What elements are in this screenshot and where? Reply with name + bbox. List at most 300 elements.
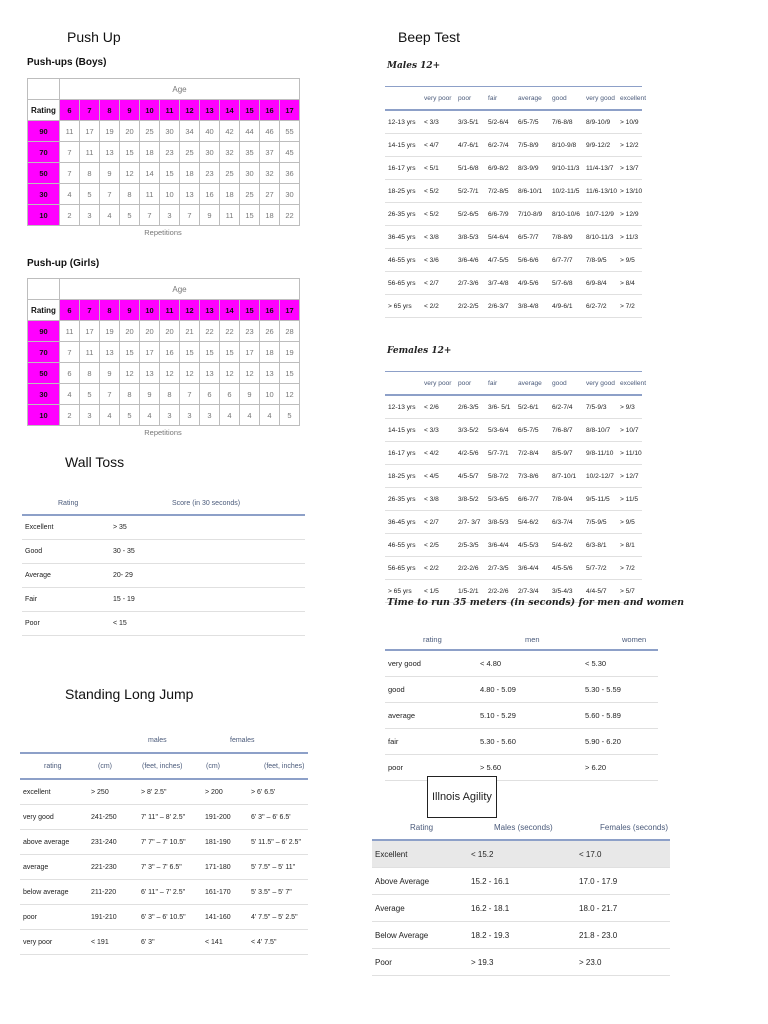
beep-cell: > 65 yrs (385, 580, 421, 603)
rating-label: Rating (28, 300, 60, 321)
beep-cell: 2/2-2/6 (455, 557, 485, 580)
table-row (20, 779, 308, 805)
age-cell: 17 (280, 100, 300, 121)
beep-cell: 6/5-7/7 (515, 226, 549, 249)
beep-cell: < 1/5 (421, 580, 455, 603)
pushup-girls-table (27, 278, 300, 426)
table-row (385, 249, 642, 272)
beep-cell: 18-25 yrs (385, 180, 421, 203)
beep-cell: 46-55 yrs (385, 249, 421, 272)
value-cell: 22 (220, 321, 240, 342)
age-cell: 12 (180, 300, 200, 321)
beep-cell: 16-17 yrs (385, 442, 421, 465)
beep-cell: < 3/8 (421, 226, 455, 249)
table-row (385, 272, 642, 295)
beep-cell: 7/6-8/8 (549, 110, 583, 134)
table-row (372, 868, 670, 895)
table-row (28, 384, 300, 405)
illinois-table (372, 815, 670, 976)
rating-cell: 30 (28, 184, 60, 205)
age-cell: 11 (160, 300, 180, 321)
slj-group-males: males (148, 736, 167, 744)
value-cell: 15 (280, 363, 300, 384)
rating-cell: 30 (28, 384, 60, 405)
slj-cell: 6' 3" – 6' 6.5' (248, 805, 308, 830)
beep-cell: 5/2-6/4 (485, 110, 515, 134)
value-cell: 12 (120, 163, 140, 184)
table-row (28, 184, 300, 205)
age-cell: 14 (220, 100, 240, 121)
beep-cell: 4/5-5/6 (549, 557, 583, 580)
rating-cell: 90 (28, 321, 60, 342)
slj-cell: very good (20, 805, 88, 830)
value-cell: 6 (220, 384, 240, 405)
beep-cell: 5/2-6/1 (515, 395, 549, 419)
table-row (20, 830, 308, 855)
beep-cell: 2/7-3/4 (515, 580, 549, 603)
beep-cell: 10/2-11/5 (549, 180, 583, 203)
pushup-girls-table-wrap (27, 278, 300, 437)
value-cell: 11 (220, 205, 240, 226)
age-label: Age (60, 279, 300, 300)
beep-cell: 5/7-7/1 (485, 442, 515, 465)
value-cell: 18 (260, 342, 280, 363)
value-cell: 25 (220, 163, 240, 184)
run35-cell: < 4.80 (477, 650, 582, 677)
value-cell: 3 (80, 205, 100, 226)
value-cell: 20 (120, 321, 140, 342)
value-cell: 7 (180, 384, 200, 405)
value-cell: 8 (120, 184, 140, 205)
beep-cell: 16-17 yrs (385, 157, 421, 180)
illinois-cell: < 17.0 (576, 840, 670, 868)
beep-cell: 2/2-2/5 (455, 295, 485, 318)
value-cell: 32 (220, 142, 240, 163)
table-row (20, 805, 308, 830)
table-row (28, 405, 300, 426)
beep-cell: 9/8-11/10 (583, 442, 617, 465)
beep-cell: > 11/10 (617, 442, 642, 465)
slj-cell: 5' 11.5" – 6' 2.5" (248, 830, 308, 855)
table-row (28, 205, 300, 226)
beep-males-subtitle: Males 12+ (387, 61, 441, 71)
beep-cell: > 12/7 (617, 465, 642, 488)
blank-cell (28, 279, 60, 300)
walltoss-rating: Fair (22, 588, 110, 612)
beep-header-cell: poor (458, 379, 472, 387)
beep-cell: 2/6-3/7 (485, 295, 515, 318)
beep-cell: < 3/6 (421, 249, 455, 272)
beep-cell: < 2/6 (421, 395, 455, 419)
pushup-boys-caption: Repetitions (144, 228, 182, 237)
value-cell: 15 (160, 163, 180, 184)
run35-header-men: men (525, 634, 540, 644)
beep-header-cell: excellent (620, 379, 647, 387)
beep-cell: 7/8-9/5 (583, 249, 617, 272)
beep-cell: < 4/5 (421, 465, 455, 488)
rating-cell: 10 (28, 405, 60, 426)
beep-cell: 5/8-7/2 (485, 465, 515, 488)
value-cell: 23 (200, 163, 220, 184)
beep-cell: 2/7-3/5 (485, 557, 515, 580)
value-cell: 11 (140, 184, 160, 205)
beep-cell: 8/6-10/1 (515, 180, 549, 203)
table-row (22, 588, 305, 612)
slj-group-females: females (230, 736, 255, 744)
beep-cell: 6/6-7/9 (485, 203, 515, 226)
age-cell: 16 (260, 300, 280, 321)
rating-cell: 90 (28, 121, 60, 142)
slj-cell: excellent (20, 779, 88, 805)
value-cell: 22 (280, 205, 300, 226)
value-cell: 12 (120, 363, 140, 384)
beep-cell: 5/3-6/5 (485, 488, 515, 511)
beep-cell: 56-65 yrs (385, 557, 421, 580)
slj-cell: < 191 (88, 930, 138, 955)
value-cell: 8 (80, 163, 100, 184)
value-cell: 12 (180, 363, 200, 384)
table-row (20, 880, 308, 905)
age-cell: 9 (120, 300, 140, 321)
value-cell: 23 (240, 321, 260, 342)
slj-cell: > 250 (88, 779, 138, 805)
value-cell: 8 (160, 384, 180, 405)
beep-cell: 3/7-4/8 (485, 272, 515, 295)
beep-cell: 8/7-10/1 (549, 465, 583, 488)
beep-header-cell: poor (458, 94, 472, 102)
beep-cell: < 5/2 (421, 203, 455, 226)
beep-cell: 3/8-4/8 (515, 295, 549, 318)
beep-cell: 3/6-4/4 (485, 534, 515, 557)
beep-females-table (385, 371, 647, 603)
value-cell: 18 (180, 163, 200, 184)
beep-cell: > 65 yrs (385, 295, 421, 318)
value-cell: 45 (280, 142, 300, 163)
run35-cell: fair (385, 729, 477, 755)
value-cell: 9 (240, 384, 260, 405)
beep-cell: 7/3-8/6 (515, 465, 549, 488)
slj-cell: 6' 3" (138, 930, 202, 955)
table-row (385, 650, 658, 677)
run35-cell: average (385, 703, 477, 729)
illinois-cell: Poor (372, 949, 468, 976)
beep-header-cell (385, 372, 421, 396)
table-row (22, 540, 305, 564)
value-cell: 6 (200, 384, 220, 405)
slj-cell: below average (20, 880, 88, 905)
beep-cell: < 5/1 (421, 157, 455, 180)
value-cell: 13 (200, 363, 220, 384)
age-header-row (28, 300, 300, 321)
beep-cell: 6/5-7/5 (515, 419, 549, 442)
slj-cell: 191-210 (88, 905, 138, 930)
value-cell: 18 (140, 142, 160, 163)
table-row (372, 895, 670, 922)
table-row (20, 905, 308, 930)
table-row (385, 755, 658, 781)
value-cell: 17 (140, 342, 160, 363)
age-cell: 17 (280, 300, 300, 321)
walltoss-score: 30 - 35 (110, 540, 305, 564)
beep-cell: 5/7-6/8 (549, 272, 583, 295)
value-cell: 15 (200, 342, 220, 363)
walltoss-header-rating: Rating (58, 499, 79, 507)
beep-cell: 18-25 yrs (385, 465, 421, 488)
value-cell: 4 (100, 405, 120, 426)
slj-cell: 6' 3" – 6' 10.5" (138, 905, 202, 930)
rating-cell: 50 (28, 163, 60, 184)
beep-cell: 8/8-10/7 (583, 419, 617, 442)
age-cell: 13 (200, 300, 220, 321)
beep-cell: 5/6-6/6 (515, 249, 549, 272)
pushup-boys-table-wrap (27, 78, 300, 237)
slj-cell: 141-160 (202, 905, 248, 930)
walltoss-score: 20- 29 (110, 564, 305, 588)
beep-cell: 8/10-11/3 (583, 226, 617, 249)
value-cell: 21 (180, 321, 200, 342)
slj-cell: 211-220 (88, 880, 138, 905)
value-cell: 15 (120, 342, 140, 363)
slj-cell: 5' 7.5" – 5' 11" (248, 855, 308, 880)
value-cell: 25 (180, 142, 200, 163)
value-cell: 30 (200, 142, 220, 163)
value-cell: 30 (160, 121, 180, 142)
value-cell: 20 (160, 321, 180, 342)
beep-cell: 4/9-6/1 (549, 295, 583, 318)
beep-cell: 3/6-4/6 (455, 249, 485, 272)
age-cell: 15 (240, 100, 260, 121)
beep-cell: 12-13 yrs (385, 395, 421, 419)
value-cell: 17 (80, 121, 100, 142)
beep-cell: 2/6-3/5 (455, 395, 485, 419)
run35-cell: 5.30 - 5.59 (582, 677, 658, 703)
beep-cell: 3/8-5/3 (485, 511, 515, 534)
age-cell: 13 (200, 100, 220, 121)
value-cell: 25 (240, 184, 260, 205)
beep-cell: 5/4-6/2 (515, 511, 549, 534)
run35-cell: 4.80 - 5.09 (477, 677, 582, 703)
value-cell: 10 (160, 184, 180, 205)
slj-cell: 231-240 (88, 830, 138, 855)
beep-cell: 6/9-8/4 (583, 272, 617, 295)
value-cell: 9 (100, 163, 120, 184)
beep-cell: 10/7-12/9 (583, 203, 617, 226)
beep-cell: 3/6-4/4 (515, 557, 549, 580)
beep-header-cell: fair (488, 379, 498, 387)
rating-label: Rating (28, 100, 60, 121)
value-cell: 34 (180, 121, 200, 142)
beep-cell: > 13/10 (617, 180, 642, 203)
age-cell: 14 (220, 300, 240, 321)
illinois-cell: 18.2 - 19.3 (468, 922, 576, 949)
walltoss-score: > 35 (110, 515, 305, 540)
slj-cell: 161-170 (202, 880, 248, 905)
beep-header-cell: good (552, 379, 567, 387)
value-cell: 27 (260, 184, 280, 205)
age-cell: 16 (260, 100, 280, 121)
beep-cell: 6/3-7/4 (549, 511, 583, 534)
value-cell: 11 (80, 142, 100, 163)
table-row (28, 321, 300, 342)
beep-cell: > 12/9 (617, 203, 642, 226)
value-cell: 19 (100, 321, 120, 342)
value-cell: 18 (260, 205, 280, 226)
illinois-title: Illnois Agility (427, 776, 497, 818)
table-row (28, 142, 300, 163)
value-cell: 15 (180, 342, 200, 363)
table-row (385, 226, 642, 249)
value-cell: 4 (60, 384, 80, 405)
beep-cell: < 5/2 (421, 180, 455, 203)
beep-cell: 1/5-2/1 (455, 580, 485, 603)
beep-females-subtitle: Females 12+ (387, 346, 452, 356)
age-cell: 7 (80, 100, 100, 121)
value-cell: 3 (160, 405, 180, 426)
table-row (385, 180, 642, 203)
value-cell: 26 (260, 321, 280, 342)
table-row (28, 121, 300, 142)
illinois-cell: 17.0 - 17.9 (576, 868, 670, 895)
rating-cell: 70 (28, 342, 60, 363)
table-row (28, 342, 300, 363)
beep-cell: > 8/1 (617, 534, 642, 557)
slj-cell: 181-190 (202, 830, 248, 855)
beep-header-row (385, 87, 642, 111)
value-cell: 12 (220, 363, 240, 384)
slj-header-cm-f: (cm) (206, 762, 220, 770)
walltoss-title: Wall Toss (65, 454, 125, 470)
beep-cell: < 4/7 (421, 134, 455, 157)
value-cell: 5 (120, 405, 140, 426)
slj-cell: > 6' 6.5' (248, 779, 308, 805)
beep-cell: 9/9-12/2 (583, 134, 617, 157)
beep-cell: 5/4-6/4 (485, 226, 515, 249)
slj-cell: < 4' 7.5" (248, 930, 308, 955)
run35-cell: > 5.60 (477, 755, 582, 781)
beep-cell: 3/6- 5/1 (485, 395, 515, 419)
walltoss-header-score: Score (in 30 seconds) (172, 499, 241, 507)
beep-cell: 8/3-9/9 (515, 157, 549, 180)
beep-cell: > 9/5 (617, 511, 642, 534)
value-cell: 12 (280, 384, 300, 405)
blank-cell (28, 79, 60, 100)
beep-cell: 2/2-2/6 (485, 580, 515, 603)
illinois-header-rating: Rating (410, 822, 434, 832)
value-cell: 20 (120, 121, 140, 142)
run35-cell: very good (385, 650, 477, 677)
beep-cell: 7/5-8/9 (515, 134, 549, 157)
walltoss-table (22, 492, 305, 636)
beep-cell: 4/5-5/3 (515, 534, 549, 557)
beep-cell: 6/2-7/4 (549, 395, 583, 419)
value-cell: 13 (100, 342, 120, 363)
run35-header-rating: rating (423, 634, 442, 644)
walltoss-score: < 15 (110, 612, 305, 636)
table-row (385, 729, 658, 755)
beep-cell: 2/7- 3/7 (455, 511, 485, 534)
value-cell: 5 (280, 405, 300, 426)
value-cell: 11 (80, 342, 100, 363)
walltoss-rating: Good (22, 540, 110, 564)
illinois-cell: Average (372, 895, 468, 922)
value-cell: 20 (140, 321, 160, 342)
table-row (22, 612, 305, 636)
pushup-girls-caption: Repetitions (144, 428, 182, 437)
age-cell: 6 (60, 100, 80, 121)
run35-cell: < 5.30 (582, 650, 658, 677)
age-cell: 10 (140, 300, 160, 321)
slj-title: Standing Long Jump (65, 686, 194, 702)
table-row (385, 511, 642, 534)
slj-cell: 7' 11" – 8' 2.5" (138, 805, 202, 830)
beep-cell: 8/9-10/9 (583, 110, 617, 134)
table-row (385, 557, 642, 580)
run35-cell: > 6.20 (582, 755, 658, 781)
beep-cell: < 3/8 (421, 488, 455, 511)
beep-males-table (385, 86, 647, 318)
walltoss-score: 15 - 19 (110, 588, 305, 612)
beep-cell: 5/3-6/4 (485, 419, 515, 442)
beep-cell: < 2/7 (421, 511, 455, 534)
value-cell: 4 (220, 405, 240, 426)
value-cell: 10 (260, 384, 280, 405)
slj-cell: 241-250 (88, 805, 138, 830)
beep-cell: 36-45 yrs (385, 511, 421, 534)
beep-cell: > 5/7 (617, 580, 642, 603)
beep-header-cell: very good (586, 379, 615, 387)
beep-header-cell: very poor (424, 379, 452, 387)
value-cell: 9 (200, 205, 220, 226)
slj-header-ft-f: (feet, inches) (264, 762, 305, 770)
beep-cell: 36-45 yrs (385, 226, 421, 249)
slj-cell: > 200 (202, 779, 248, 805)
value-cell: 13 (260, 363, 280, 384)
table-row (372, 949, 670, 976)
age-cell: 11 (160, 100, 180, 121)
value-cell: 7 (140, 205, 160, 226)
value-cell: 25 (140, 121, 160, 142)
age-cell: 9 (120, 100, 140, 121)
beep-header-cell: fair (488, 94, 498, 102)
illinois-cell: < 15.2 (468, 840, 576, 868)
table-row (372, 922, 670, 949)
value-cell: 35 (240, 142, 260, 163)
beep-cell: 4/7-6/1 (455, 134, 485, 157)
value-cell: 7 (60, 142, 80, 163)
beep-cell: 11/4-13/7 (583, 157, 617, 180)
value-cell: 11 (60, 121, 80, 142)
age-cell: 8 (100, 100, 120, 121)
illinois-cell: 16.2 - 18.1 (468, 895, 576, 922)
beep-cell: 10/2-12/7 (583, 465, 617, 488)
beep-cell: 4/2-5/6 (455, 442, 485, 465)
beep-cell: 7/6-8/7 (549, 419, 583, 442)
value-cell: 4 (100, 205, 120, 226)
beep-cell: 12-13 yrs (385, 110, 421, 134)
slj-cell: poor (20, 905, 88, 930)
beep-cell: 9/5-11/5 (583, 488, 617, 511)
beep-cell: 46-55 yrs (385, 534, 421, 557)
beep-header-row (385, 372, 642, 396)
run35-table (385, 629, 658, 781)
beep-cell: 7/8-9/4 (549, 488, 583, 511)
slj-table (20, 728, 308, 955)
slj-cell: 5' 3.5" – 5' 7" (248, 880, 308, 905)
value-cell: 12 (160, 363, 180, 384)
value-cell: 15 (120, 142, 140, 163)
value-cell: 8 (120, 384, 140, 405)
table-row (28, 163, 300, 184)
